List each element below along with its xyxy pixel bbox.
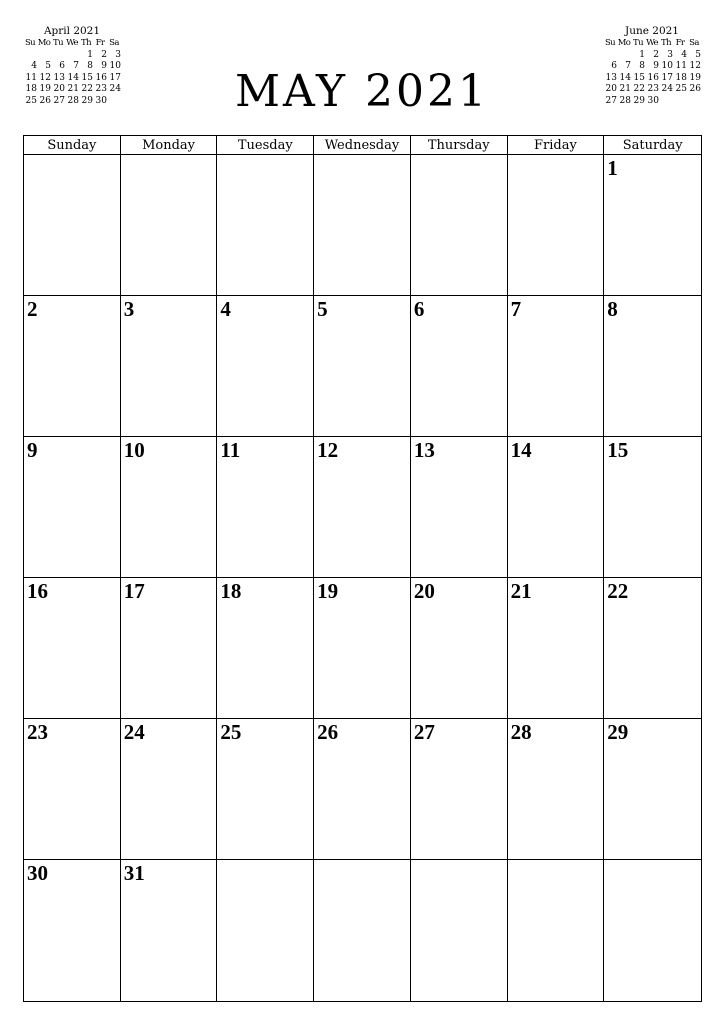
mini-day: 6 (59, 61, 65, 71)
mini-day: 22 (81, 84, 93, 94)
day-number: 20 (413, 579, 435, 603)
day-cell (508, 578, 605, 719)
day-number: 9 (27, 438, 38, 462)
day-cell (314, 578, 411, 719)
mini-day: 21 (67, 84, 79, 94)
day-cell (121, 860, 218, 1001)
mini-weekday: We (646, 38, 658, 48)
mini-day: 4 (681, 49, 687, 60)
mini-day: 9 (101, 61, 107, 71)
mini-day: 19 (39, 84, 51, 94)
mini-weekday: Th (661, 38, 671, 48)
mini-day (37, 50, 51, 62)
mini-day: 5 (695, 49, 701, 60)
day-cell (411, 860, 508, 1001)
day-cell (121, 719, 218, 860)
mini-day: 3 (115, 49, 121, 60)
day-number: 25 (220, 720, 242, 744)
mini-weekday: Th (81, 38, 91, 48)
mini-day: 8 (639, 61, 645, 71)
mini-day: 13 (53, 72, 65, 83)
day-cell (121, 296, 218, 437)
mini-day: 4 (31, 61, 37, 71)
day-cell (604, 578, 701, 719)
mini-day: 1 (87, 49, 93, 60)
day-cell (508, 437, 605, 578)
day-cell (411, 578, 508, 719)
mini-day: 17 (661, 72, 673, 83)
mini-day: 2 (101, 49, 107, 60)
mini-day: 29 (633, 95, 645, 106)
mini-day: 10 (109, 61, 121, 71)
day-number: 31 (123, 861, 145, 885)
day-number: 3 (123, 297, 135, 321)
day-cell (24, 437, 121, 578)
mini-day: 18 (25, 84, 37, 94)
day-cell (508, 860, 605, 1001)
weekday-header: Tuesday (217, 136, 314, 155)
weekday-header: Monday (121, 136, 218, 155)
mini-day: 17 (109, 72, 121, 83)
mini-weekday: Sa (689, 38, 699, 48)
mini-day: 19 (689, 72, 701, 83)
day-cell (411, 296, 508, 437)
day-cell (411, 719, 508, 860)
mini-day: 24 (661, 84, 673, 94)
mini-day: 23 (647, 84, 659, 94)
mini-day: 20 (53, 84, 65, 94)
day-number: 26 (317, 720, 339, 744)
day-number: 13 (413, 438, 435, 462)
mini-day: 14 (619, 72, 631, 83)
day-cell (314, 437, 411, 578)
mini-day: 28 (67, 95, 79, 106)
mini-day: 7 (73, 61, 79, 71)
day-cell (24, 719, 121, 860)
mini-day (51, 50, 65, 62)
mini-day: 9 (653, 61, 659, 71)
day-cell (24, 296, 121, 437)
weekday-header: Thursday (411, 136, 508, 155)
day-number: 22 (607, 579, 629, 603)
day-number: 28 (510, 720, 532, 744)
mini-weekday: Mo (37, 38, 51, 48)
mini-day: 18 (675, 72, 687, 83)
day-cell (314, 860, 411, 1001)
mini-day: 7 (625, 61, 631, 71)
day-number: 11 (220, 438, 241, 462)
mini-day: 1 (639, 49, 645, 60)
mini-day: 16 (647, 72, 659, 83)
mini-day: 20 (605, 84, 617, 94)
mini-weekday: We (66, 38, 78, 48)
day-number: 24 (123, 720, 145, 744)
day-number: 7 (510, 297, 522, 321)
mini-day: 21 (619, 84, 631, 94)
day-cell (24, 860, 121, 1001)
day-number: 16 (27, 579, 48, 603)
day-number: 2 (27, 297, 38, 321)
mini-day: 24 (109, 84, 121, 94)
day-cell (121, 578, 218, 719)
day-number: 12 (317, 438, 339, 462)
weekday-header: Friday (508, 136, 605, 155)
day-cell (121, 155, 218, 296)
day-number: 1 (607, 156, 618, 180)
mini-day: 30 (95, 95, 107, 106)
mini-calendar-title: April 2021 (43, 25, 101, 37)
mini-day: 10 (661, 61, 673, 71)
mini-weekday: Fr (675, 38, 685, 48)
mini-weekday: Tu (53, 38, 63, 48)
day-cell (604, 155, 701, 296)
mini-day: 3 (667, 49, 673, 60)
mini-day: 12 (39, 72, 51, 83)
day-cell (24, 578, 121, 719)
day-cell (604, 437, 701, 578)
day-cell (217, 719, 314, 860)
day-number: 5 (317, 297, 328, 321)
day-cell (411, 155, 508, 296)
mini-day: 26 (39, 95, 51, 106)
day-number: 21 (510, 579, 532, 603)
mini-day: 2 (653, 49, 659, 60)
mini-day: 8 (87, 61, 93, 71)
month-grid (23, 135, 702, 1002)
mini-day: 12 (689, 61, 701, 71)
day-cell (508, 719, 605, 860)
day-cell (508, 296, 605, 437)
day-number: 23 (27, 720, 48, 744)
day-number: 29 (607, 720, 629, 744)
mini-day: 6 (611, 61, 617, 71)
mini-day: 26 (689, 84, 701, 94)
day-number: 27 (413, 720, 435, 744)
day-cell (217, 155, 314, 296)
day-number: 6 (413, 297, 425, 321)
mini-day: 28 (619, 95, 631, 106)
day-number: 14 (510, 438, 532, 462)
mini-day: 15 (81, 72, 93, 83)
day-number: 15 (607, 438, 629, 462)
weekday-header: Saturday (604, 136, 701, 155)
mini-day (617, 50, 631, 62)
day-number: 4 (220, 297, 231, 321)
day-cell (24, 155, 121, 296)
mini-day: 13 (605, 72, 617, 83)
mini-day: 5 (45, 61, 51, 71)
mini-day (65, 50, 79, 62)
day-cell (604, 719, 701, 860)
day-number: 18 (220, 579, 242, 603)
mini-day: 15 (633, 72, 645, 83)
mini-day: 16 (95, 72, 107, 83)
mini-day: 22 (633, 84, 645, 94)
day-cell (604, 860, 701, 1001)
mini-day: 27 (53, 95, 65, 106)
mini-day: 29 (81, 95, 93, 106)
day-number: 19 (317, 579, 339, 603)
day-cell (121, 437, 218, 578)
mini-day (23, 50, 37, 62)
day-cell (508, 155, 605, 296)
day-cell (314, 155, 411, 296)
mini-day (603, 50, 617, 62)
mini-day: 14 (67, 72, 79, 83)
mini-weekday: Fr (95, 38, 105, 48)
day-number: 17 (123, 579, 145, 603)
mini-weekday: Mo (617, 38, 631, 48)
mini-day: 30 (647, 95, 659, 106)
mini-weekday: Su (24, 38, 36, 48)
day-number: 8 (607, 297, 618, 321)
mini-weekday: Sa (109, 38, 119, 48)
day-cell (217, 578, 314, 719)
mini-weekday: Su (604, 38, 616, 48)
weekday-header: Wednesday (314, 136, 411, 155)
day-cell (314, 296, 411, 437)
mini-day: 23 (95, 84, 107, 94)
day-cell (604, 296, 701, 437)
mini-day: 25 (675, 84, 687, 94)
mini-weekday: Tu (633, 38, 643, 48)
page-title: MAY 2021 (234, 66, 490, 117)
day-number: 10 (123, 438, 145, 462)
day-number: 30 (27, 861, 48, 885)
mini-day: 25 (25, 95, 37, 106)
weekday-header: Sunday (24, 136, 121, 155)
day-cell (411, 437, 508, 578)
day-cell (217, 860, 314, 1001)
mini-calendar-title: June 2021 (624, 25, 679, 37)
mini-day: 11 (25, 72, 37, 83)
day-cell (314, 719, 411, 860)
day-cell (217, 437, 314, 578)
mini-day: 27 (605, 95, 617, 106)
mini-day: 11 (675, 61, 687, 71)
day-cell (217, 296, 314, 437)
